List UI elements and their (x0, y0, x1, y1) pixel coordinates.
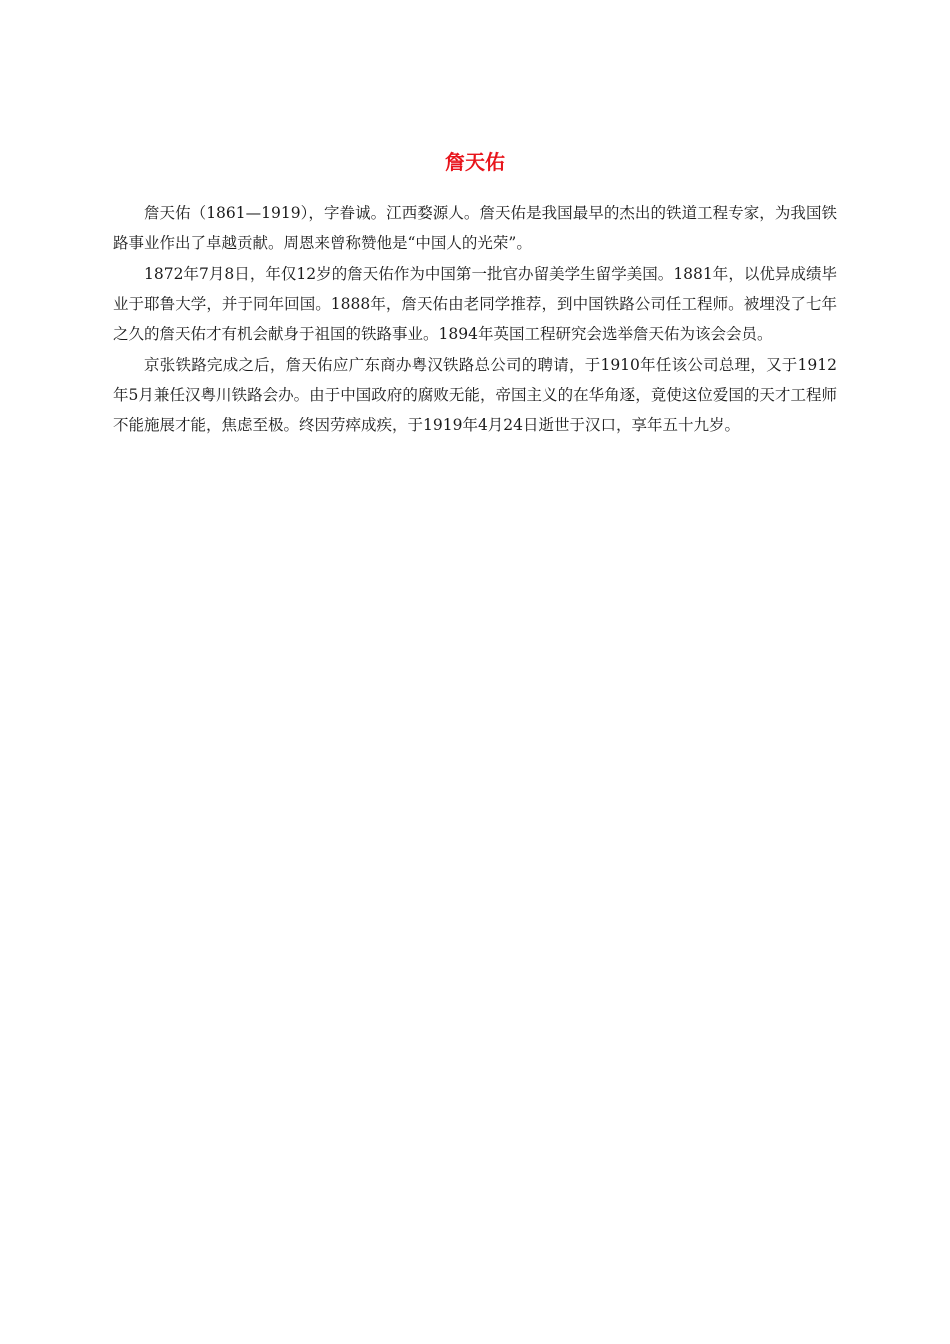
page-title: 詹天佑 (445, 150, 505, 174)
paragraph-1: 詹天佑（1861—1919），字眷诚。江西婺源人。詹天佑是我国最早的杰出的铁道工程专家，为我国铁路事业作出了卓越贡献。周恩来曾称赞他是“中国人的光荣”。 (113, 204, 837, 252)
paragraph-2: 1872年7月8日，年仅12岁的詹天佑作为中国第一批官办留美学生留学美国。1881年，以优异成绩毕业于耶鲁大学，并于同年回国。1888年，詹天佑由老同学推荐，到中国铁路公司任工程师。被埋没了七年之久的詹天佑才有机会献身于祖国的铁路事业。1894年英国工程研究会选举詹天佑为该会会员。 (113, 265, 837, 343)
paragraph-3: 京张铁路完成之后，詹天佑应广东商办粤汉铁路总公司的聘请，于1910年任该公司总理，又于1912年5月兼任汉粤川铁路会办。由于中国政府的腐败无能，帝国主义的在华角逐，竟使这位爱国的天才工程师不能施展才能，焦虑至极。终因劳瘁成疾，于1919年4月24日逝世于汉口，享年五十九岁。 (113, 356, 837, 434)
article-body (113, 198, 837, 441)
